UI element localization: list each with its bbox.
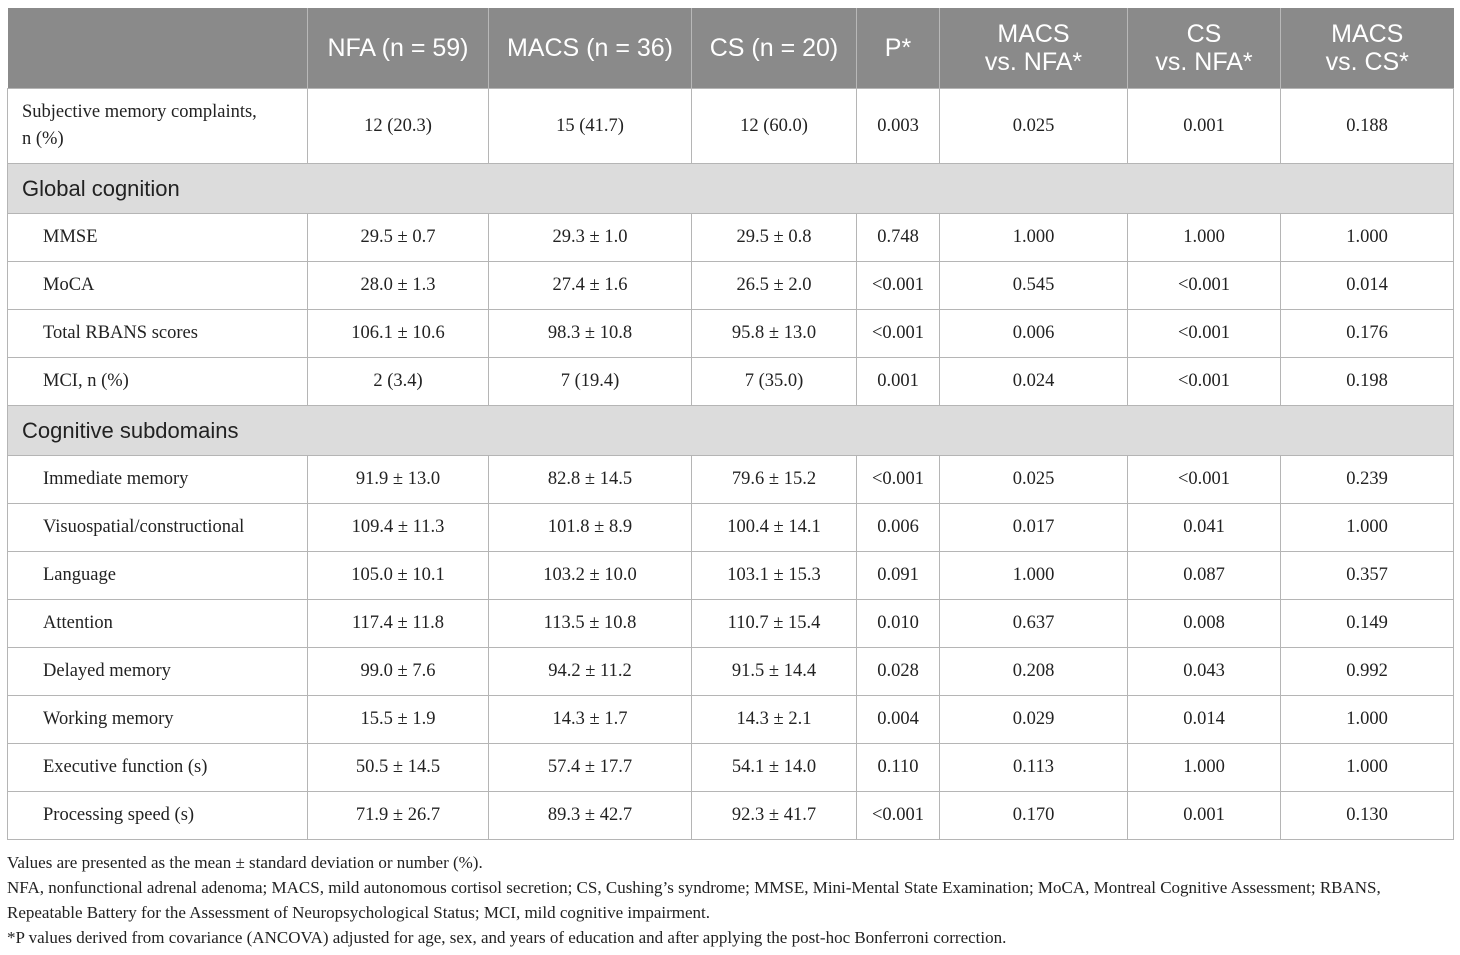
table-header	[8, 8, 1454, 89]
table-row	[8, 552, 1454, 600]
table-cell: 109.4 ± 11.3	[308, 504, 489, 552]
table-cell: 14.3 ± 1.7	[489, 696, 692, 744]
table-cell: 105.0 ± 10.1	[308, 552, 489, 600]
footnote-line: *P values derived from covariance (ANCOVA) adjusted for age, sex, and years of education and after applying the post-hoc Bonferroni correction.	[7, 928, 1007, 947]
macs-vs-cs-header: MACS vs. CS*	[1281, 8, 1454, 89]
table-cell: 2 (3.4)	[308, 358, 489, 406]
table-row	[8, 456, 1454, 504]
table-cell: 1.000	[1281, 504, 1454, 552]
row-label: MoCA	[8, 262, 308, 310]
row-label: Immediate memory	[8, 456, 308, 504]
row-label: Working memory	[8, 696, 308, 744]
table-cell: 82.8 ± 14.5	[489, 456, 692, 504]
table-cell: 0.110	[857, 744, 940, 792]
table-cell: 0.001	[857, 358, 940, 406]
table-cell: 91.5 ± 14.4	[692, 648, 857, 696]
table-cell: 1.000	[1281, 744, 1454, 792]
table-cell: 0.113	[940, 744, 1128, 792]
cs-vs-nfa-header: CS vs. NFA*	[1128, 8, 1281, 89]
table-cell: 29.5 ± 0.8	[692, 214, 857, 262]
table-cell: <0.001	[1128, 358, 1281, 406]
footnote-line: Values are presented as the mean ± standard deviation or number (%).	[7, 853, 483, 872]
table-cell: 54.1 ± 14.0	[692, 744, 857, 792]
table-row	[8, 504, 1454, 552]
table-cell: 117.4 ± 11.8	[308, 600, 489, 648]
table-cell: <0.001	[1128, 310, 1281, 358]
macs-header: MACS (n = 36)	[489, 8, 692, 89]
table-cell: 27.4 ± 1.6	[489, 262, 692, 310]
section-header-row	[8, 164, 1454, 214]
table-cell: 28.0 ± 1.3	[308, 262, 489, 310]
table-cell: 12 (60.0)	[692, 89, 857, 164]
table-cell: 0.003	[857, 89, 940, 164]
table-cell: 1.000	[1128, 214, 1281, 262]
table-cell: 103.2 ± 10.0	[489, 552, 692, 600]
table-cell: 79.6 ± 15.2	[692, 456, 857, 504]
table-cell: 15 (41.7)	[489, 89, 692, 164]
table-cell: 0.130	[1281, 792, 1454, 840]
table-cell: 0.029	[940, 696, 1128, 744]
footnote-line: NFA, nonfunctional adrenal adenoma; MACS, mild autonomous cortisol secretion; CS, Cushing’s syndrome; MMSE, Mini-Mental State Examination; MoCA, Montreal Cognitive Assessment; RBANS, Repeatable Battery for the Assessment of Neuropsychological Status; MCI, mild cognitive impairment.	[7, 878, 1381, 922]
table-cell: 0.028	[857, 648, 940, 696]
section-title: Cognitive subdomains	[8, 406, 1454, 456]
table-row	[8, 744, 1454, 792]
table-cell: 0.001	[1128, 89, 1281, 164]
table-cell: 12 (20.3)	[308, 89, 489, 164]
table-cell: 0.198	[1281, 358, 1454, 406]
table-cell: 0.010	[857, 600, 940, 648]
table-cell: 0.188	[1281, 89, 1454, 164]
table-row	[8, 262, 1454, 310]
table-row	[8, 600, 1454, 648]
table-cell: 0.091	[857, 552, 940, 600]
table-cell: 0.014	[1281, 262, 1454, 310]
table-cell: 89.3 ± 42.7	[489, 792, 692, 840]
table-cell: 1.000	[1281, 214, 1454, 262]
row-label: Total RBANS scores	[8, 310, 308, 358]
row-label: Executive function (s)	[8, 744, 308, 792]
table-cell: <0.001	[857, 456, 940, 504]
table-cell: <0.001	[857, 792, 940, 840]
table-cell: 0.545	[940, 262, 1128, 310]
table-row	[8, 696, 1454, 744]
table-cell: 0.087	[1128, 552, 1281, 600]
table-cell: 7 (35.0)	[692, 358, 857, 406]
header-row	[8, 8, 1454, 89]
table-row	[8, 358, 1454, 406]
table-cell: 0.170	[940, 792, 1128, 840]
nfa-header: NFA (n = 59)	[308, 8, 489, 89]
p-value-header: P*	[857, 8, 940, 89]
table-cell: 95.8 ± 13.0	[692, 310, 857, 358]
table-cell: 0.239	[1281, 456, 1454, 504]
table-cell: 14.3 ± 2.1	[692, 696, 857, 744]
table-cell: <0.001	[857, 310, 940, 358]
table-cell: 110.7 ± 15.4	[692, 600, 857, 648]
table-cell: <0.001	[1128, 262, 1281, 310]
table-cell: 29.5 ± 0.7	[308, 214, 489, 262]
table-cell: 1.000	[1281, 696, 1454, 744]
table-cell: 50.5 ± 14.5	[308, 744, 489, 792]
table-cell: 0.008	[1128, 600, 1281, 648]
table-cell: 1.000	[1128, 744, 1281, 792]
table-cell: <0.001	[857, 262, 940, 310]
row-label: MCI, n (%)	[8, 358, 308, 406]
table-cell: 1.000	[940, 214, 1128, 262]
table-cell: 0.176	[1281, 310, 1454, 358]
table-cell: 0.208	[940, 648, 1128, 696]
cs-header: CS (n = 20)	[692, 8, 857, 89]
table-row	[8, 310, 1454, 358]
table-cell: 0.025	[940, 89, 1128, 164]
table-cell: 91.9 ± 13.0	[308, 456, 489, 504]
table-cell: 71.9 ± 26.7	[308, 792, 489, 840]
table-cell: 92.3 ± 41.7	[692, 792, 857, 840]
table-row	[8, 89, 1454, 164]
table-cell: 57.4 ± 17.7	[489, 744, 692, 792]
table-cell: 0.006	[940, 310, 1128, 358]
table-cell: 26.5 ± 2.0	[692, 262, 857, 310]
table-cell: 0.014	[1128, 696, 1281, 744]
table-body	[8, 89, 1454, 840]
row-label: Attention	[8, 600, 308, 648]
section-header-row	[8, 406, 1454, 456]
table-cell: 29.3 ± 1.0	[489, 214, 692, 262]
macs-vs-nfa-header: MACS vs. NFA*	[940, 8, 1128, 89]
table-cell: 15.5 ± 1.9	[308, 696, 489, 744]
table-cell: 0.004	[857, 696, 940, 744]
table-cell: 0.041	[1128, 504, 1281, 552]
row-label: Delayed memory	[8, 648, 308, 696]
table-cell: 0.025	[940, 456, 1128, 504]
table-cell: 0.992	[1281, 648, 1454, 696]
table-cell: 99.0 ± 7.6	[308, 648, 489, 696]
table-cell: 94.2 ± 11.2	[489, 648, 692, 696]
table-cell: 0.017	[940, 504, 1128, 552]
table-cell: 0.149	[1281, 600, 1454, 648]
table-cell: 0.006	[857, 504, 940, 552]
table-cell: <0.001	[1128, 456, 1281, 504]
table-cell: 100.4 ± 14.1	[692, 504, 857, 552]
results-table	[7, 8, 1454, 840]
table-cell: 106.1 ± 10.6	[308, 310, 489, 358]
table-cell: 0.001	[1128, 792, 1281, 840]
table-cell: 103.1 ± 15.3	[692, 552, 857, 600]
table-cell: 0.748	[857, 214, 940, 262]
row-label: Subjective memory complaints, n (%)	[8, 89, 308, 164]
table-cell: 0.043	[1128, 648, 1281, 696]
table-cell: 0.637	[940, 600, 1128, 648]
row-label: Language	[8, 552, 308, 600]
table-cell: 1.000	[940, 552, 1128, 600]
table-row	[8, 648, 1454, 696]
row-label-header	[8, 8, 308, 89]
table-cell: 113.5 ± 10.8	[489, 600, 692, 648]
table-footnotes	[7, 850, 1453, 950]
row-label: Visuospatial/constructional	[8, 504, 308, 552]
row-label: Processing speed (s)	[8, 792, 308, 840]
section-title: Global cognition	[8, 164, 1454, 214]
table-row	[8, 214, 1454, 262]
table-cell: 101.8 ± 8.9	[489, 504, 692, 552]
table-row	[8, 792, 1454, 840]
table-cell: 7 (19.4)	[489, 358, 692, 406]
table-cell: 0.357	[1281, 552, 1454, 600]
table-cell: 98.3 ± 10.8	[489, 310, 692, 358]
table-cell: 0.024	[940, 358, 1128, 406]
row-label: MMSE	[8, 214, 308, 262]
